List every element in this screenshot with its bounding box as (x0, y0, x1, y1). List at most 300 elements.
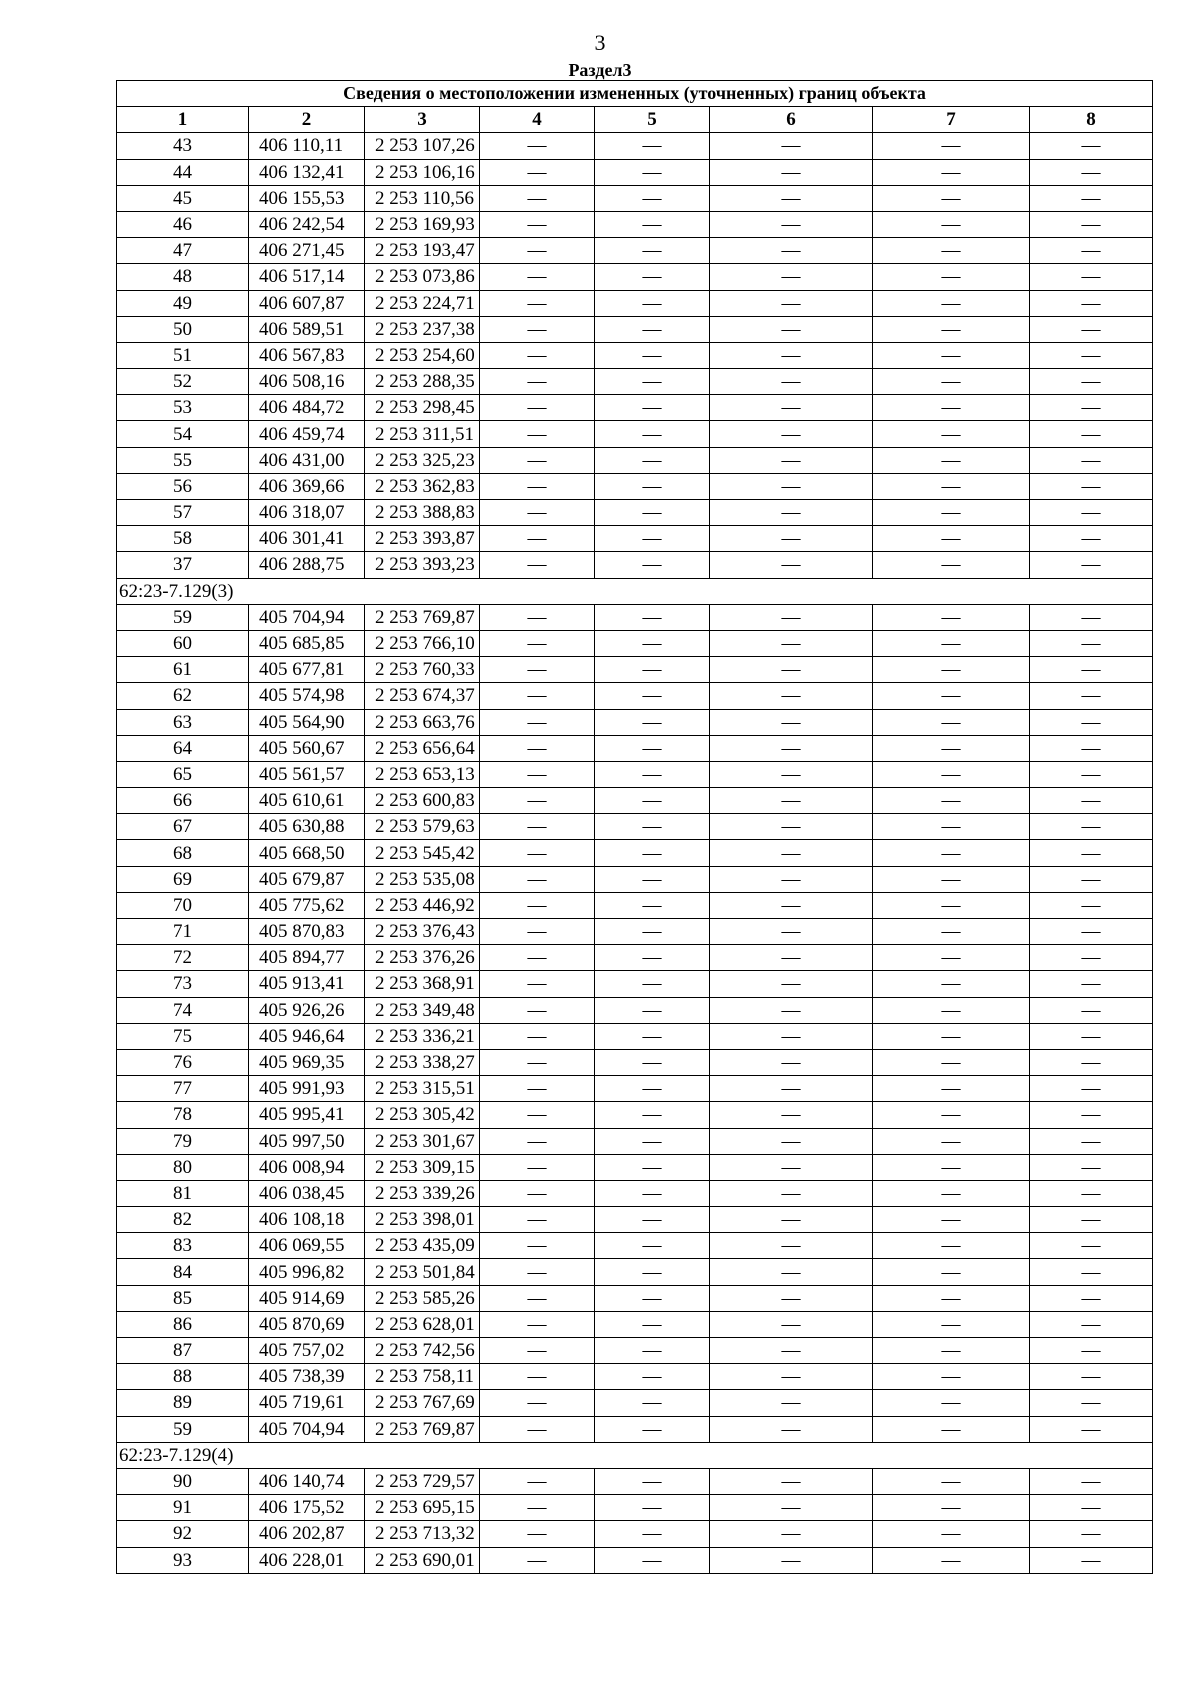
empty-value-cell: — (1030, 1076, 1153, 1102)
empty-value-cell: — (1030, 1207, 1153, 1233)
x-coordinate-cell: 406 175,52 (249, 1495, 365, 1521)
empty-value-cell: — (595, 788, 710, 814)
y-coordinate-cell: 2 253 349,48 (365, 997, 480, 1023)
empty-value-cell: — (710, 369, 873, 395)
empty-value-cell: — (1030, 709, 1153, 735)
x-coordinate-cell: 405 679,87 (249, 866, 365, 892)
table-row (117, 211, 1153, 237)
empty-value-cell: — (595, 238, 710, 264)
empty-value-cell: — (873, 1285, 1030, 1311)
table-row (117, 657, 1153, 683)
point-number-cell: 89 (117, 1390, 249, 1416)
empty-value-cell: — (595, 1468, 710, 1494)
x-coordinate-cell: 405 757,02 (249, 1338, 365, 1364)
empty-value-cell: — (480, 421, 595, 447)
empty-value-cell: — (480, 814, 595, 840)
empty-value-cell: — (873, 814, 1030, 840)
empty-value-cell: — (595, 1364, 710, 1390)
table-row (117, 316, 1153, 342)
empty-value-cell: — (873, 342, 1030, 368)
empty-value-cell: — (480, 709, 595, 735)
empty-value-cell: — (710, 735, 873, 761)
x-coordinate-cell: 406 242,54 (249, 211, 365, 237)
table-row (117, 1076, 1153, 1102)
y-coordinate-cell: 2 253 368,91 (365, 971, 480, 997)
empty-value-cell: — (480, 1468, 595, 1494)
table-caption: Сведения о местоположении измененных (уточненных) границ объекта (117, 81, 1153, 107)
empty-value-cell: — (873, 1416, 1030, 1442)
empty-value-cell: — (595, 1259, 710, 1285)
y-coordinate-cell: 2 253 653,13 (365, 761, 480, 787)
x-coordinate-cell: 405 969,35 (249, 1049, 365, 1075)
empty-value-cell: — (480, 1049, 595, 1075)
empty-value-cell: — (710, 1023, 873, 1049)
table-row (117, 1154, 1153, 1180)
table-row (117, 1547, 1153, 1573)
point-number-cell: 92 (117, 1521, 249, 1547)
column-header: 5 (595, 107, 710, 133)
empty-value-cell: — (480, 683, 595, 709)
empty-value-cell: — (480, 919, 595, 945)
empty-value-cell: — (480, 1547, 595, 1573)
point-number-cell: 58 (117, 526, 249, 552)
point-number-cell: 76 (117, 1049, 249, 1075)
empty-value-cell: — (595, 1102, 710, 1128)
y-coordinate-cell: 2 253 309,15 (365, 1154, 480, 1180)
empty-value-cell: — (1030, 866, 1153, 892)
empty-value-cell: — (595, 133, 710, 159)
empty-value-cell: — (480, 1207, 595, 1233)
empty-value-cell: — (1030, 342, 1153, 368)
empty-value-cell: — (873, 1259, 1030, 1285)
empty-value-cell: — (1030, 945, 1153, 971)
empty-value-cell: — (1030, 604, 1153, 630)
empty-value-cell: — (1030, 735, 1153, 761)
empty-value-cell: — (873, 211, 1030, 237)
empty-value-cell: — (480, 1102, 595, 1128)
y-coordinate-cell: 2 253 393,23 (365, 552, 480, 578)
empty-value-cell: — (480, 447, 595, 473)
empty-value-cell: — (595, 709, 710, 735)
x-coordinate-cell: 406 567,83 (249, 342, 365, 368)
point-number-cell: 81 (117, 1180, 249, 1206)
table-row (117, 185, 1153, 211)
point-number-cell: 51 (117, 342, 249, 368)
y-coordinate-cell: 2 253 545,42 (365, 840, 480, 866)
table-row (117, 788, 1153, 814)
empty-value-cell: — (480, 1311, 595, 1337)
y-coordinate-cell: 2 253 585,26 (365, 1285, 480, 1311)
y-coordinate-cell: 2 253 338,27 (365, 1049, 480, 1075)
page-number: 3 (594, 30, 606, 55)
table-row (117, 892, 1153, 918)
empty-value-cell: — (480, 1364, 595, 1390)
empty-value-cell: — (873, 919, 1030, 945)
table-row (117, 500, 1153, 526)
table-row (117, 421, 1153, 447)
x-coordinate-cell: 406 228,01 (249, 1547, 365, 1573)
x-coordinate-cell: 405 677,81 (249, 657, 365, 683)
table-row (117, 369, 1153, 395)
empty-value-cell: — (595, 761, 710, 787)
empty-value-cell: — (1030, 683, 1153, 709)
x-coordinate-cell: 406 038,45 (249, 1180, 365, 1206)
table-row (117, 840, 1153, 866)
point-number-cell: 88 (117, 1364, 249, 1390)
table-row (117, 866, 1153, 892)
y-coordinate-cell: 2 253 315,51 (365, 1076, 480, 1102)
point-number-cell: 60 (117, 630, 249, 656)
y-coordinate-cell: 2 253 110,56 (365, 185, 480, 211)
empty-value-cell: — (873, 133, 1030, 159)
table-row (117, 1128, 1153, 1154)
empty-value-cell: — (710, 1207, 873, 1233)
x-coordinate-cell: 405 719,61 (249, 1390, 365, 1416)
empty-value-cell: — (710, 1180, 873, 1206)
point-number-cell: 54 (117, 421, 249, 447)
empty-value-cell: — (873, 1364, 1030, 1390)
table-row (117, 945, 1153, 971)
point-number-cell: 86 (117, 1311, 249, 1337)
point-number-cell: 93 (117, 1547, 249, 1573)
y-coordinate-cell: 2 253 254,60 (365, 342, 480, 368)
y-coordinate-cell: 2 253 325,23 (365, 447, 480, 473)
empty-value-cell: — (480, 290, 595, 316)
point-number-cell: 90 (117, 1468, 249, 1494)
empty-value-cell: — (1030, 892, 1153, 918)
table-row (117, 1023, 1153, 1049)
point-number-cell: 73 (117, 971, 249, 997)
point-number-cell: 91 (117, 1495, 249, 1521)
x-coordinate-cell: 406 431,00 (249, 447, 365, 473)
x-coordinate-cell: 405 870,83 (249, 919, 365, 945)
empty-value-cell: — (595, 1233, 710, 1259)
empty-value-cell: — (595, 185, 710, 211)
empty-value-cell: — (1030, 238, 1153, 264)
empty-value-cell: — (595, 866, 710, 892)
x-coordinate-cell: 405 560,67 (249, 735, 365, 761)
empty-value-cell: — (873, 1311, 1030, 1337)
empty-value-cell: — (873, 1338, 1030, 1364)
table-row (117, 814, 1153, 840)
empty-value-cell: — (1030, 1049, 1153, 1075)
x-coordinate-cell: 405 574,98 (249, 683, 365, 709)
empty-value-cell: — (480, 159, 595, 185)
empty-value-cell: — (595, 971, 710, 997)
empty-value-cell: — (1030, 997, 1153, 1023)
section-label: Раздел3 (568, 60, 632, 80)
empty-value-cell: — (873, 185, 1030, 211)
table-row (117, 1207, 1153, 1233)
empty-value-cell: — (873, 238, 1030, 264)
empty-value-cell: — (595, 919, 710, 945)
empty-value-cell: — (480, 997, 595, 1023)
point-number-cell: 66 (117, 788, 249, 814)
y-coordinate-cell: 2 253 501,84 (365, 1259, 480, 1285)
empty-value-cell: — (710, 264, 873, 290)
empty-value-cell: — (1030, 185, 1153, 211)
column-header: 4 (480, 107, 595, 133)
empty-value-cell: — (873, 1154, 1030, 1180)
column-header: 7 (873, 107, 1030, 133)
empty-value-cell: — (873, 290, 1030, 316)
y-coordinate-cell: 2 253 193,47 (365, 238, 480, 264)
x-coordinate-cell: 406 008,94 (249, 1154, 365, 1180)
empty-value-cell: — (1030, 526, 1153, 552)
y-coordinate-cell: 2 253 305,42 (365, 1102, 480, 1128)
empty-value-cell: — (595, 447, 710, 473)
parcel-group-label: 62:23-7.129(3) (117, 578, 1153, 604)
empty-value-cell: — (595, 316, 710, 342)
empty-value-cell: — (710, 1154, 873, 1180)
point-number-cell: 43 (117, 133, 249, 159)
empty-value-cell: — (595, 1180, 710, 1206)
empty-value-cell: — (1030, 971, 1153, 997)
empty-value-cell: — (480, 211, 595, 237)
y-coordinate-cell: 2 253 393,87 (365, 526, 480, 552)
point-number-cell: 37 (117, 552, 249, 578)
x-coordinate-cell: 406 140,74 (249, 1468, 365, 1494)
empty-value-cell: — (1030, 1416, 1153, 1442)
x-coordinate-cell: 406 288,75 (249, 552, 365, 578)
x-coordinate-cell: 405 668,50 (249, 840, 365, 866)
empty-value-cell: — (710, 1076, 873, 1102)
empty-value-cell: — (873, 604, 1030, 630)
empty-value-cell: — (595, 342, 710, 368)
table-row (117, 526, 1153, 552)
empty-value-cell: — (873, 264, 1030, 290)
empty-value-cell: — (595, 421, 710, 447)
y-coordinate-cell: 2 253 376,43 (365, 919, 480, 945)
empty-value-cell: — (480, 761, 595, 787)
point-number-cell: 69 (117, 866, 249, 892)
x-coordinate-cell: 406 108,18 (249, 1207, 365, 1233)
empty-value-cell: — (1030, 1547, 1153, 1573)
point-number-cell: 50 (117, 316, 249, 342)
empty-value-cell: — (480, 1023, 595, 1049)
table-row (117, 290, 1153, 316)
point-number-cell: 82 (117, 1207, 249, 1233)
table-row (117, 342, 1153, 368)
table-row (117, 473, 1153, 499)
y-coordinate-cell: 2 253 169,93 (365, 211, 480, 237)
empty-value-cell: — (1030, 1468, 1153, 1494)
empty-value-cell: — (595, 1154, 710, 1180)
y-coordinate-cell: 2 253 311,51 (365, 421, 480, 447)
table-row (117, 1311, 1153, 1337)
empty-value-cell: — (710, 552, 873, 578)
empty-value-cell: — (873, 1102, 1030, 1128)
empty-value-cell: — (710, 1338, 873, 1364)
point-number-cell: 48 (117, 264, 249, 290)
x-coordinate-cell: 406 301,41 (249, 526, 365, 552)
point-number-cell: 62 (117, 683, 249, 709)
empty-value-cell: — (1030, 814, 1153, 840)
empty-value-cell: — (595, 945, 710, 971)
empty-value-cell: — (1030, 788, 1153, 814)
empty-value-cell: — (480, 1259, 595, 1285)
empty-value-cell: — (595, 526, 710, 552)
y-coordinate-cell: 2 253 769,87 (365, 1416, 480, 1442)
table-row (117, 919, 1153, 945)
empty-value-cell: — (1030, 630, 1153, 656)
y-coordinate-cell: 2 253 579,63 (365, 814, 480, 840)
x-coordinate-cell: 406 589,51 (249, 316, 365, 342)
point-number-cell: 84 (117, 1259, 249, 1285)
empty-value-cell: — (710, 866, 873, 892)
empty-value-cell: — (1030, 395, 1153, 421)
table-row (117, 997, 1153, 1023)
y-coordinate-cell: 2 253 446,92 (365, 892, 480, 918)
point-number-cell: 53 (117, 395, 249, 421)
table-row (117, 604, 1153, 630)
empty-value-cell: — (595, 369, 710, 395)
empty-value-cell: — (873, 369, 1030, 395)
y-coordinate-cell: 2 253 535,08 (365, 866, 480, 892)
empty-value-cell: — (480, 892, 595, 918)
empty-value-cell: — (1030, 316, 1153, 342)
empty-value-cell: — (595, 657, 710, 683)
empty-value-cell: — (710, 1049, 873, 1075)
empty-value-cell: — (595, 264, 710, 290)
y-coordinate-cell: 2 253 690,01 (365, 1547, 480, 1573)
empty-value-cell: — (873, 971, 1030, 997)
column-header: 1 (117, 107, 249, 133)
point-number-cell: 63 (117, 709, 249, 735)
empty-value-cell: — (595, 814, 710, 840)
empty-value-cell: — (710, 630, 873, 656)
y-coordinate-cell: 2 253 766,10 (365, 630, 480, 656)
empty-value-cell: — (873, 945, 1030, 971)
y-coordinate-cell: 2 253 106,16 (365, 159, 480, 185)
table-body (117, 133, 1153, 1573)
point-number-cell: 87 (117, 1338, 249, 1364)
y-coordinate-cell: 2 253 237,38 (365, 316, 480, 342)
empty-value-cell: — (710, 185, 873, 211)
empty-value-cell: — (480, 1128, 595, 1154)
empty-value-cell: — (873, 316, 1030, 342)
x-coordinate-cell: 406 607,87 (249, 290, 365, 316)
x-coordinate-cell: 405 997,50 (249, 1128, 365, 1154)
y-coordinate-cell: 2 253 388,83 (365, 500, 480, 526)
empty-value-cell: — (480, 133, 595, 159)
empty-value-cell: — (595, 630, 710, 656)
empty-value-cell: — (710, 1547, 873, 1573)
table-row (117, 1102, 1153, 1128)
empty-value-cell: — (710, 604, 873, 630)
empty-value-cell: — (595, 1023, 710, 1049)
empty-value-cell: — (595, 1547, 710, 1573)
empty-value-cell: — (480, 552, 595, 578)
x-coordinate-cell: 406 132,41 (249, 159, 365, 185)
empty-value-cell: — (710, 1128, 873, 1154)
empty-value-cell: — (873, 1128, 1030, 1154)
empty-value-cell: — (595, 211, 710, 237)
point-number-cell: 52 (117, 369, 249, 395)
empty-value-cell: — (595, 1338, 710, 1364)
table-row (117, 395, 1153, 421)
y-coordinate-cell: 2 253 339,26 (365, 1180, 480, 1206)
y-coordinate-cell: 2 253 298,45 (365, 395, 480, 421)
table-row (117, 709, 1153, 735)
point-number-cell: 71 (117, 919, 249, 945)
empty-value-cell: — (595, 1390, 710, 1416)
point-number-cell: 45 (117, 185, 249, 211)
empty-value-cell: — (710, 1233, 873, 1259)
empty-value-cell: — (595, 1416, 710, 1442)
empty-value-cell: — (710, 1468, 873, 1494)
table-row (117, 133, 1153, 159)
empty-value-cell: — (595, 892, 710, 918)
empty-value-cell: — (873, 500, 1030, 526)
empty-value-cell: — (710, 316, 873, 342)
empty-value-cell: — (1030, 1338, 1153, 1364)
empty-value-cell: — (595, 1128, 710, 1154)
empty-value-cell: — (595, 1076, 710, 1102)
empty-value-cell: — (710, 840, 873, 866)
empty-value-cell: — (710, 971, 873, 997)
empty-value-cell: — (873, 657, 1030, 683)
empty-value-cell: — (710, 342, 873, 368)
point-number-cell: 77 (117, 1076, 249, 1102)
empty-value-cell: — (1030, 1180, 1153, 1206)
y-coordinate-cell: 2 253 713,32 (365, 1521, 480, 1547)
empty-value-cell: — (480, 264, 595, 290)
point-number-cell: 64 (117, 735, 249, 761)
empty-value-cell: — (480, 526, 595, 552)
x-coordinate-cell: 405 991,93 (249, 1076, 365, 1102)
empty-value-cell: — (873, 395, 1030, 421)
table-caption-row (117, 81, 1153, 107)
x-coordinate-cell: 405 996,82 (249, 1259, 365, 1285)
empty-value-cell: — (873, 1233, 1030, 1259)
x-coordinate-cell: 406 155,53 (249, 185, 365, 211)
point-number-cell: 57 (117, 500, 249, 526)
point-number-cell: 47 (117, 238, 249, 264)
empty-value-cell: — (873, 683, 1030, 709)
empty-value-cell: — (480, 1521, 595, 1547)
empty-value-cell: — (710, 421, 873, 447)
x-coordinate-cell: 405 775,62 (249, 892, 365, 918)
empty-value-cell: — (480, 1495, 595, 1521)
empty-value-cell: — (873, 1076, 1030, 1102)
empty-value-cell: — (595, 1311, 710, 1337)
empty-value-cell: — (710, 159, 873, 185)
empty-value-cell: — (480, 1180, 595, 1206)
empty-value-cell: — (595, 604, 710, 630)
y-coordinate-cell: 2 253 600,83 (365, 788, 480, 814)
empty-value-cell: — (1030, 552, 1153, 578)
x-coordinate-cell: 406 202,87 (249, 1521, 365, 1547)
empty-value-cell: — (873, 1468, 1030, 1494)
empty-value-cell: — (710, 1390, 873, 1416)
point-number-cell: 55 (117, 447, 249, 473)
empty-value-cell: — (595, 735, 710, 761)
empty-value-cell: — (710, 683, 873, 709)
point-number-cell: 44 (117, 159, 249, 185)
point-number-cell: 61 (117, 657, 249, 683)
table-row (117, 735, 1153, 761)
empty-value-cell: — (710, 657, 873, 683)
x-coordinate-cell: 405 685,85 (249, 630, 365, 656)
table-row (117, 1468, 1153, 1494)
empty-value-cell: — (595, 473, 710, 499)
y-coordinate-cell: 2 253 758,11 (365, 1364, 480, 1390)
table-header-row (117, 107, 1153, 133)
empty-value-cell: — (480, 971, 595, 997)
table-row (117, 1285, 1153, 1311)
point-number-cell: 79 (117, 1128, 249, 1154)
